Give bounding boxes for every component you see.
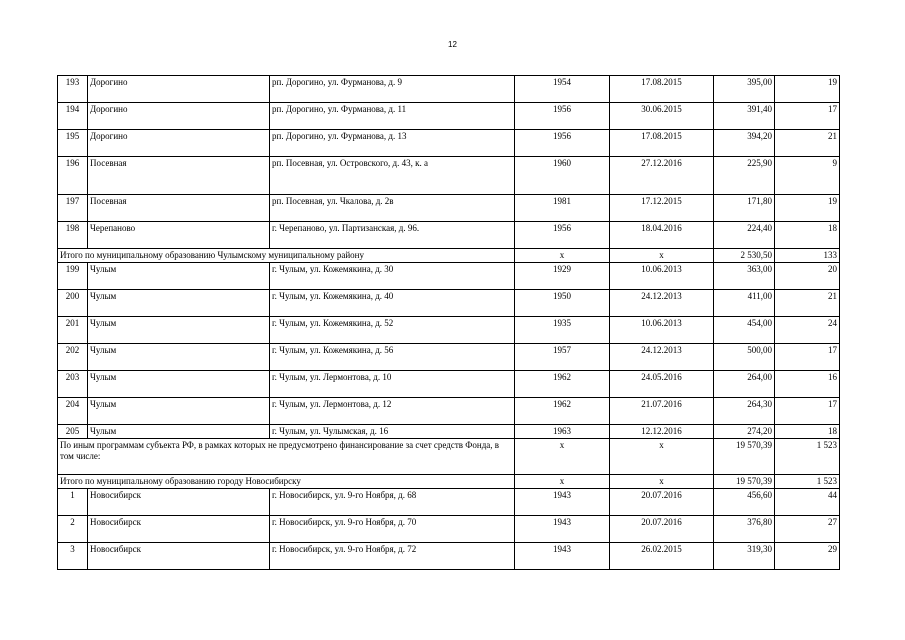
row-number-cell: 1 (58, 489, 88, 516)
area-cell: 411,00 (714, 290, 775, 317)
table-row (58, 103, 840, 130)
area-cell: 376,80 (714, 516, 775, 543)
table-row (58, 290, 840, 317)
row-number-cell: 198 (58, 222, 88, 249)
year-cell: 1962 (515, 371, 610, 398)
settlement-cell: Чулым (88, 263, 270, 290)
settlement-cell: Чулым (88, 344, 270, 371)
row-number-cell: 194 (58, 103, 88, 130)
area-cell: 500,00 (714, 344, 775, 371)
area-cell: 19 570,39 (714, 475, 775, 489)
table-row (58, 344, 840, 371)
address-cell: рп. Дорогино, ул. Фурманова, д. 11 (270, 103, 515, 130)
recognition-date-cell: 24.12.2013 (610, 344, 714, 371)
recognition-date-cell: 26.02.2015 (610, 543, 714, 570)
row-number-cell: 200 (58, 290, 88, 317)
row-number-cell: 196 (58, 157, 88, 195)
table-body (58, 76, 840, 570)
settlement-cell: Чулым (88, 425, 270, 439)
recognition-date-cell: 24.12.2013 (610, 290, 714, 317)
year-cell: 1962 (515, 398, 610, 425)
recognition-date-cell: 12.12.2016 (610, 425, 714, 439)
row-number-cell: 197 (58, 195, 88, 222)
table-row (58, 543, 840, 570)
table-row (58, 489, 840, 516)
table-row (58, 195, 840, 222)
recognition-date-cell: 17.08.2015 (610, 130, 714, 157)
housing-registry-table (57, 75, 840, 570)
year-cell: 1963 (515, 425, 610, 439)
year-cell: 1950 (515, 290, 610, 317)
row-number-cell: 201 (58, 317, 88, 344)
area-cell: 264,00 (714, 371, 775, 398)
recognition-date-cell: x (610, 249, 714, 263)
recognition-date-cell: 17.08.2015 (610, 76, 714, 103)
row-number-cell: 205 (58, 425, 88, 439)
residents-cell: 18 (775, 425, 840, 439)
area-cell: 19 570,39 (714, 439, 775, 475)
area-cell: 224,40 (714, 222, 775, 249)
recognition-date-cell: 21.07.2016 (610, 398, 714, 425)
row-number-cell: 193 (58, 76, 88, 103)
recognition-date-cell: 20.07.2016 (610, 489, 714, 516)
table-row (58, 425, 840, 439)
settlement-cell: Чулым (88, 290, 270, 317)
area-cell: 395,00 (714, 76, 775, 103)
settlement-cell: Дорогино (88, 103, 270, 130)
address-cell: г. Чулым, ул. Чулымская, д. 16 (270, 425, 515, 439)
settlement-cell: Посевная (88, 157, 270, 195)
table-row (58, 263, 840, 290)
area-cell: 264,30 (714, 398, 775, 425)
residents-cell: 1 523 (775, 439, 840, 475)
area-cell: 171,80 (714, 195, 775, 222)
residents-cell: 18 (775, 222, 840, 249)
year-cell: 1956 (515, 103, 610, 130)
table-row (58, 371, 840, 398)
recognition-date-cell: x (610, 439, 714, 475)
recognition-date-cell: 20.07.2016 (610, 516, 714, 543)
residents-cell: 24 (775, 317, 840, 344)
year-cell: 1956 (515, 130, 610, 157)
settlement-cell: Новосибирск (88, 489, 270, 516)
recognition-date-cell: 18.04.2016 (610, 222, 714, 249)
total-label-cell: Итого по муниципальному образованию Чулымскому муниципальному району (58, 249, 515, 263)
area-cell: 363,00 (714, 263, 775, 290)
year-cell: 1943 (515, 543, 610, 570)
residents-cell: 17 (775, 344, 840, 371)
address-cell: г. Чулым, ул. Кожемякина, д. 40 (270, 290, 515, 317)
residents-cell: 1 523 (775, 475, 840, 489)
year-cell: 1960 (515, 157, 610, 195)
address-cell: г. Черепаново, ул. Партизанская, д. 96. (270, 222, 515, 249)
year-cell: 1943 (515, 489, 610, 516)
residents-cell: 17 (775, 103, 840, 130)
residents-cell: 133 (775, 249, 840, 263)
address-cell: рп. Дорогино, ул. Фурманова, д. 9 (270, 76, 515, 103)
area-cell: 319,30 (714, 543, 775, 570)
address-cell: рп. Дорогино, ул. Фурманова, д. 13 (270, 130, 515, 157)
address-cell: г. Чулым, ул. Лермонтова, д. 12 (270, 398, 515, 425)
settlement-cell: Новосибирск (88, 543, 270, 570)
settlement-cell: Чулым (88, 398, 270, 425)
recognition-date-cell: 24.05.2016 (610, 371, 714, 398)
address-cell: г. Новосибирск, ул. 9-го Ноября, д. 72 (270, 543, 515, 570)
table-row (58, 222, 840, 249)
row-number-cell: 195 (58, 130, 88, 157)
address-cell: г. Чулым, ул. Кожемякина, д. 30 (270, 263, 515, 290)
year-cell: x (515, 439, 610, 475)
settlement-cell: Посевная (88, 195, 270, 222)
row-number-cell: 202 (58, 344, 88, 371)
area-cell: 2 530,50 (714, 249, 775, 263)
year-cell: x (515, 475, 610, 489)
address-cell: г. Чулым, ул. Кожемякина, д. 56 (270, 344, 515, 371)
row-number-cell: 3 (58, 543, 88, 570)
residents-cell: 21 (775, 290, 840, 317)
settlement-cell: Новосибирск (88, 516, 270, 543)
total-label-cell: По иным программам субъекта РФ, в рамках которых не предусмотрено финансирование за счет средств Фонда, в том числе: (58, 439, 515, 475)
settlement-cell: Чулым (88, 371, 270, 398)
table-row (58, 516, 840, 543)
settlement-cell: Дорогино (88, 130, 270, 157)
table-row (58, 398, 840, 425)
residents-cell: 17 (775, 398, 840, 425)
residents-cell: 21 (775, 130, 840, 157)
year-cell: 1954 (515, 76, 610, 103)
table-row (58, 157, 840, 195)
year-cell: x (515, 249, 610, 263)
table-total-row (58, 249, 840, 263)
address-cell: г. Новосибирск, ул. 9-го Ноября, д. 70 (270, 516, 515, 543)
year-cell: 1929 (515, 263, 610, 290)
settlement-cell: Чулым (88, 317, 270, 344)
table-row (58, 76, 840, 103)
residents-cell: 19 (775, 195, 840, 222)
recognition-date-cell: 17.12.2015 (610, 195, 714, 222)
area-cell: 274,20 (714, 425, 775, 439)
area-cell: 454,00 (714, 317, 775, 344)
recognition-date-cell: 10.06.2013 (610, 263, 714, 290)
year-cell: 1956 (515, 222, 610, 249)
address-cell: рп. Посевная, ул. Чкалова, д. 2в (270, 195, 515, 222)
table-row (58, 130, 840, 157)
residents-cell: 44 (775, 489, 840, 516)
page-number: 12 (448, 40, 457, 49)
residents-cell: 9 (775, 157, 840, 195)
recognition-date-cell: 10.06.2013 (610, 317, 714, 344)
table-total-row (58, 475, 840, 489)
area-cell: 456,60 (714, 489, 775, 516)
area-cell: 391,40 (714, 103, 775, 130)
row-number-cell: 203 (58, 371, 88, 398)
address-cell: г. Чулым, ул. Кожемякина, д. 52 (270, 317, 515, 344)
address-cell: рп. Посевная, ул. Островского, д. 43, к. а (270, 157, 515, 195)
table-total-row (58, 439, 840, 475)
recognition-date-cell: 27.12.2016 (610, 157, 714, 195)
year-cell: 1957 (515, 344, 610, 371)
recognition-date-cell: 30.06.2015 (610, 103, 714, 130)
residents-cell: 29 (775, 543, 840, 570)
row-number-cell: 199 (58, 263, 88, 290)
area-cell: 225,90 (714, 157, 775, 195)
row-number-cell: 2 (58, 516, 88, 543)
row-number-cell: 204 (58, 398, 88, 425)
address-cell: г. Чулым, ул. Лермонтова, д. 10 (270, 371, 515, 398)
settlement-cell: Дорогино (88, 76, 270, 103)
residents-cell: 16 (775, 371, 840, 398)
area-cell: 394,20 (714, 130, 775, 157)
residents-cell: 19 (775, 76, 840, 103)
year-cell: 1943 (515, 516, 610, 543)
year-cell: 1935 (515, 317, 610, 344)
address-cell: г. Новосибирск, ул. 9-го Ноября, д. 68 (270, 489, 515, 516)
total-label-cell: Итого по муниципальному образованию городу Новосибирску (58, 475, 515, 489)
residents-cell: 27 (775, 516, 840, 543)
settlement-cell: Черепаново (88, 222, 270, 249)
table-row (58, 317, 840, 344)
residents-cell: 20 (775, 263, 840, 290)
recognition-date-cell: x (610, 475, 714, 489)
year-cell: 1981 (515, 195, 610, 222)
